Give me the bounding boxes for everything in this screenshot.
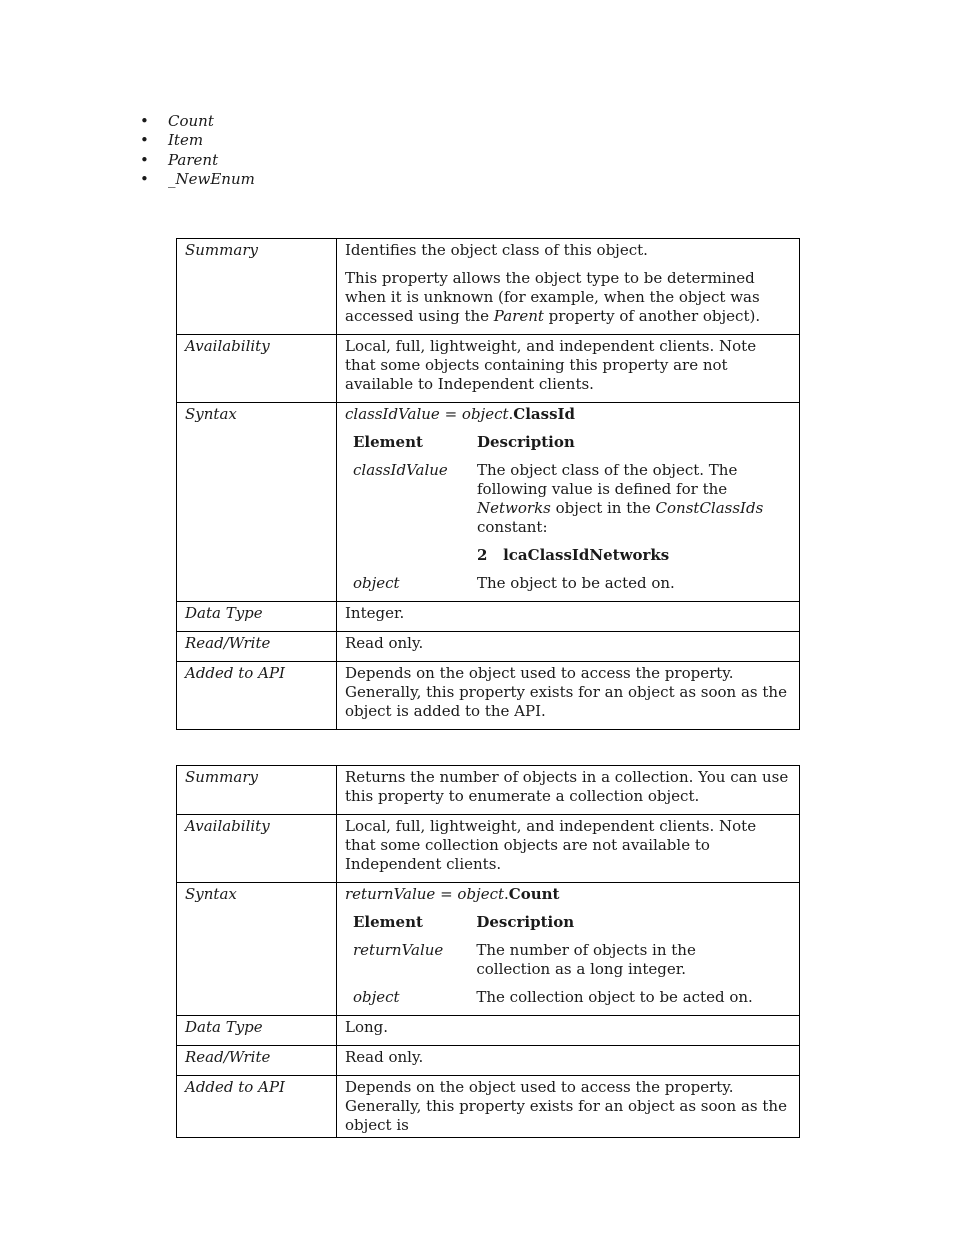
- description-cell: The collection object to be acted on.: [476, 988, 753, 1006]
- italic-span: object: [353, 574, 400, 592]
- table-row: [177, 602, 800, 632]
- table-row: [177, 662, 800, 730]
- text-span: .: [504, 885, 509, 903]
- classid-property-table: [176, 238, 800, 730]
- row-label: Summary: [177, 239, 337, 335]
- row-label: Availability: [177, 815, 337, 883]
- row-label: Syntax: [177, 883, 337, 1016]
- table-row: [345, 913, 791, 941]
- row-label: Syntax: [177, 403, 337, 602]
- text-span: =: [439, 405, 462, 423]
- text-span: constant:: [477, 518, 548, 536]
- row-value: [337, 883, 800, 1016]
- row-label: Summary: [177, 766, 337, 815]
- syntax-element-table: [345, 433, 777, 593]
- table-row: [345, 574, 777, 593]
- description-cell: [469, 461, 777, 574]
- column-header: Element: [353, 913, 423, 931]
- text-span: .: [508, 405, 514, 423]
- text-span: object in the: [550, 499, 656, 517]
- row-label: Added to API: [177, 662, 337, 730]
- constant-value: 2 lcaClassIdNetworks: [477, 546, 670, 564]
- text-span: This property allows the object type to be determined when it is unknown (for example, when the object was accessed using the: [345, 269, 760, 325]
- column-header: Element: [353, 433, 423, 451]
- row-value: Read only.: [337, 632, 800, 662]
- row-label: Data Type: [177, 1016, 337, 1046]
- table-row: [177, 1076, 800, 1138]
- italic-span: object: [461, 405, 509, 423]
- bold-span: Count: [508, 885, 560, 903]
- table-row: [345, 433, 777, 461]
- column-header: Description: [477, 433, 575, 451]
- text-span: property of another object).: [543, 307, 761, 325]
- row-value: Depends on the object used to access the property. Generally, this property exists for an object as soon as the object is: [337, 1076, 800, 1138]
- description-cell: The object to be acted on.: [477, 574, 675, 592]
- element-cell: [345, 461, 469, 574]
- row-value: Local, full, lightweight, and independent clients. Note that some collection objects are not available to Independent clients.: [337, 815, 800, 883]
- row-value: Local, full, lightweight, and independent clients. Note that some objects containing this property are not available to Independent clients.: [337, 335, 800, 403]
- table-row: [177, 766, 800, 815]
- summary-detail: [345, 269, 791, 326]
- row-value: Depends on the object used to access the property. Generally, this property exists for an object as soon as the object is added to the API.: [337, 662, 800, 730]
- row-value: Integer.: [337, 602, 800, 632]
- table-row: [177, 403, 800, 602]
- list-item: • Count: [140, 112, 255, 131]
- syntax-line: [345, 885, 791, 904]
- table-row: [177, 883, 800, 1016]
- list-item: • Item: [140, 131, 255, 150]
- row-value: Returns the number of objects in a collection. You can use this property to enumerate a collection object.: [337, 766, 800, 815]
- table-row: [177, 239, 800, 335]
- italic-span: ConstClassIds: [655, 499, 764, 517]
- italic-span: object: [457, 885, 505, 903]
- italic-span: object: [353, 988, 400, 1006]
- italic-span: classIdValue: [345, 405, 440, 423]
- row-label: Availability: [177, 335, 337, 403]
- table-row: [177, 632, 800, 662]
- row-value: [337, 403, 800, 602]
- bold-span: ClassId: [513, 405, 576, 423]
- text-span: =: [435, 885, 458, 903]
- italic-span: classIdValue: [353, 461, 448, 479]
- italic-span: Networks: [477, 499, 551, 517]
- list-item: • _NewEnum: [140, 170, 255, 189]
- row-value: [337, 239, 800, 335]
- summary-text: Identifies the object class of this object.: [345, 241, 648, 259]
- table-row: [177, 1046, 800, 1076]
- row-value: Long.: [337, 1016, 800, 1046]
- description-cell: The number of objects in the collection as a long integer.: [476, 941, 696, 978]
- italic-span: returnValue: [353, 941, 444, 959]
- row-label: Data Type: [177, 602, 337, 632]
- element-cell: [345, 941, 468, 988]
- table-row: [345, 988, 791, 1007]
- count-property-table: [176, 765, 800, 1138]
- row-value: Read only.: [337, 1046, 800, 1076]
- table-row: [345, 941, 791, 988]
- italic-span: Parent: [493, 307, 544, 325]
- syntax-line: [345, 405, 791, 424]
- table-row: [177, 335, 800, 403]
- row-label: Added to API: [177, 1076, 337, 1138]
- row-label: Read/Write: [177, 1046, 337, 1076]
- element-cell: [345, 574, 469, 593]
- table-row: [177, 815, 800, 883]
- column-header: Description: [476, 913, 575, 931]
- table-row: [177, 1016, 800, 1046]
- text-span: The object class of the object. The following value is defined for the: [477, 461, 738, 498]
- italic-span: returnValue: [345, 885, 436, 903]
- property-bullet-list: [140, 112, 255, 189]
- syntax-element-table: [345, 913, 791, 1007]
- row-label: Read/Write: [177, 632, 337, 662]
- list-item: • Parent: [140, 151, 255, 170]
- element-cell: [345, 988, 468, 1007]
- table-row: [345, 461, 777, 574]
